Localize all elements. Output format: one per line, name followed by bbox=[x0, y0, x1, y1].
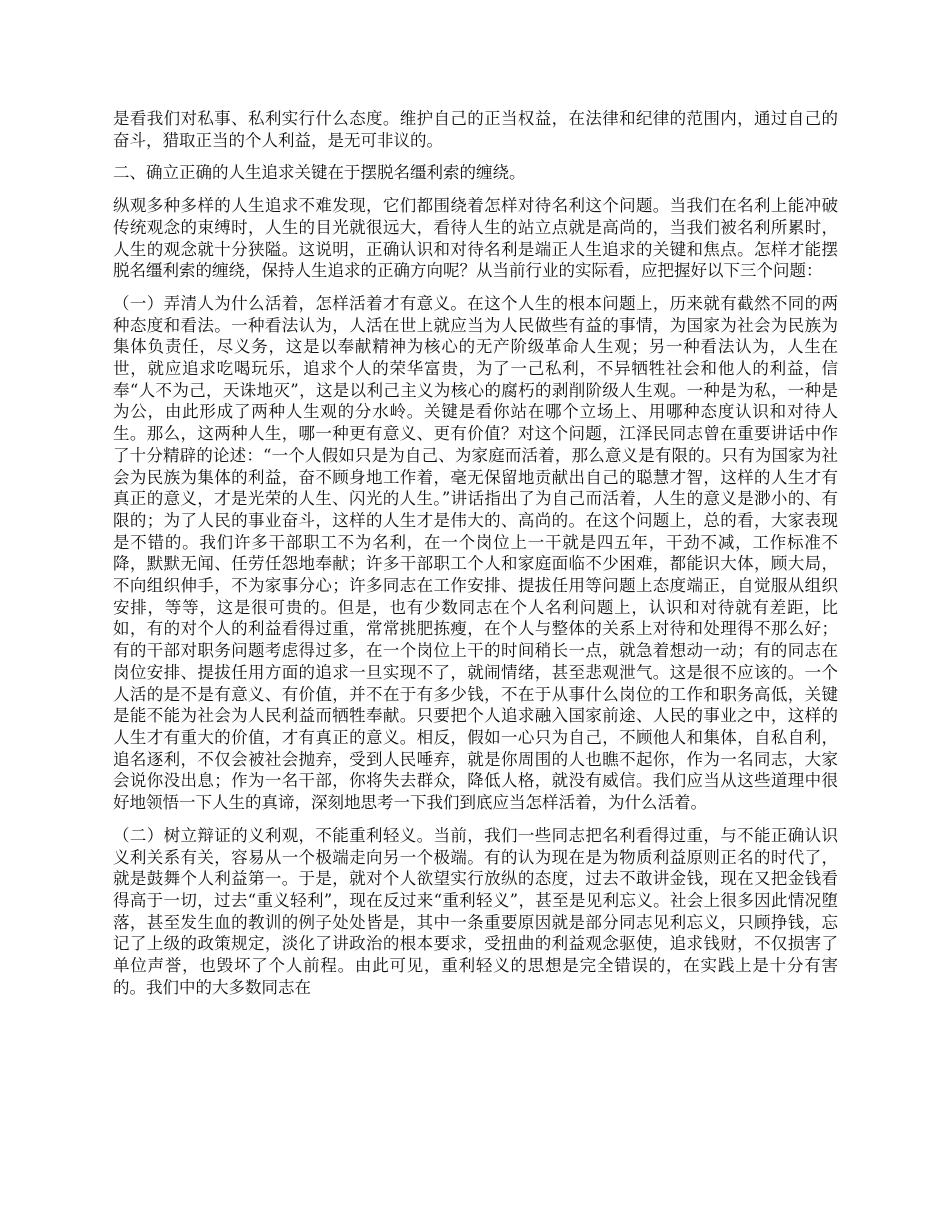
document-page bbox=[113, 108, 838, 1009]
paragraph-point-2: （二）树立辩证的义利观，不能重利轻义。当前，我们一些同志把名利看得过重，与不能正确认识义利关系有关，容易从一个极端走向另一个极端。有的认为现在是为物质利益原则正名的时代了，就是鼓舞个人利益第一。于是，就对个人欲望实行放纵的态度，过去不敢讲金钱，现在又把金钱看得高于一切，过去“重义轻利”，现在反过来“重利轻义”，甚至是见利忘义。社会上很多因此情况堕落，甚至发生血的教训的例子处处皆是，其中一条重要原因就是部分同志见利忘义，只顾挣钱，忘记了上级的政策规定，淡化了讲政治的根本要求，受扭曲的利益观念驱使，追求钱财，不仅损害了单位声誉，也毁坏了个人前程。由此可见，重利轻义的思想是完全错误的，在实践上是十分有害的。我们中的大多数同志在 bbox=[113, 825, 838, 997]
section-heading-2: 二、确立正确的人生追求关键在于摆脱名缰利索的缠绕。 bbox=[113, 163, 526, 183]
paragraph-overview: 纵观多种多样的人生追求不难发现，它们都围绕着怎样对待名利这个问题。当我们在名利上能冲破传统观念的束缚时，人生的目光就很远大，看待人生的站立点就是高尚的，当我们被名利所累时，人生的观念就十分狭隘。这说明，正确认识和对待名利是端正人生追求的关键和焦点。怎样才能摆脱名缰利索的缠绕，保持人生追求的正确方向呢？从当前行业的实际看，应把握好以下三个问题： bbox=[113, 196, 838, 281]
paragraph-intro-continuation: 是看我们对私事、私利实行什么态度。维护自己的正当权益，在法律和纪律的范围内，通过自己的奋斗，猎取正当的个人利益，是无可非议的。 bbox=[113, 109, 838, 150]
paragraph-point-1: （一）弄清人为什么活着，怎样活着才有意义。在这个人生的根本问题上，历来就有截然不同的两种态度和看法。一种看法认为，人活在世上就应当为人民做些有益的事情，为国家为社会为民族为集体负责任，尽义务，这是以奉献精神为核心的无产阶级革命人生观；另一种看法认为，人生在世，就应追求吃喝玩乐，追求个人的荣华富贵，为了一己私利，不异牺牲社会和他人的利益，信奉“人不为己，天诛地灭”，这是以利己主义为核心的腐朽的剥削阶级人生观。一种是为私，一种是为公，由此形成了两种人生观的分水岭。关键是看你站在哪个立场上、用哪种态度认识和对待人生。那么，这两种人生，哪一种更有意义、更有价值？对这个问题，江泽民同志曾在重要讲话中作了十分精辟的论述：“一个人假如只是为自己、为家庭而活着，那么意义是有限的。只有为国家为社会为民族为集体的利益，奋不顾身地工作着，毫无保留地贡献出自己的聪慧才智，这样的人生才有真正的意义，才是光荣的人生、闪光的人生。”讲话指出了为自己而活着，人生的意义是渺小的、有限的；为了人民的事业奋斗，这样的人生才是伟大的、高尚的。在这个问题上，总的看，大家表现是不错的。我们许多干部职工不为名利，在一个岗位上一干就是四五年，干劲不减，工作标准不降，默默无闻、任劳任怨地奉献；许多干部职工个人和家庭面临不少困难，都能识大体，顾大局，不向组织伸手，不为家事分心；许多同志在工作安排、提拔任用等问题上态度端正，自觉服从组织安排，等等，这是很可贵的。但是，也有少数同志在个人名利问题上，认识和对待就有差距，比如，有的对个人的利益看得过重，常常挑肥拣瘦，在个人与整体的关系上对待和处理得不那么好；有的干部对职务问题考虑得过多，在一个岗位上干的时间稍长一点，就急着想动一动；有的同志在岗位安排、提拔任用方面的追求一旦实现不了，就闹情绪，甚至悲观泄气。这是很不应该的。一个人活的是不是有意义、有价值，并不在于有多少钱，不在于从事什么岗位的工作和职务高低，关键是能不能为社会为人民利益而牺牲奉献。只要把个人追求融入国家前途、人民的事业之中，这样的人生才有重大的价值，才有真正的意义。相反，假如一心只为自己，不顾他人和集体，自私自利，追名逐利，不仅会被社会抛弃，受到人民唾弃，就是你周围的人也瞧不起你，作为一名同志，大家会说你没出息；作为一名干部，你将失去群众，降低人格，就没有威信。我们应当从这些道理中很好地领悟一下人生的真谛，深刻地思考一下我们到底应当怎样活着，为什么活着。 bbox=[113, 293, 838, 813]
